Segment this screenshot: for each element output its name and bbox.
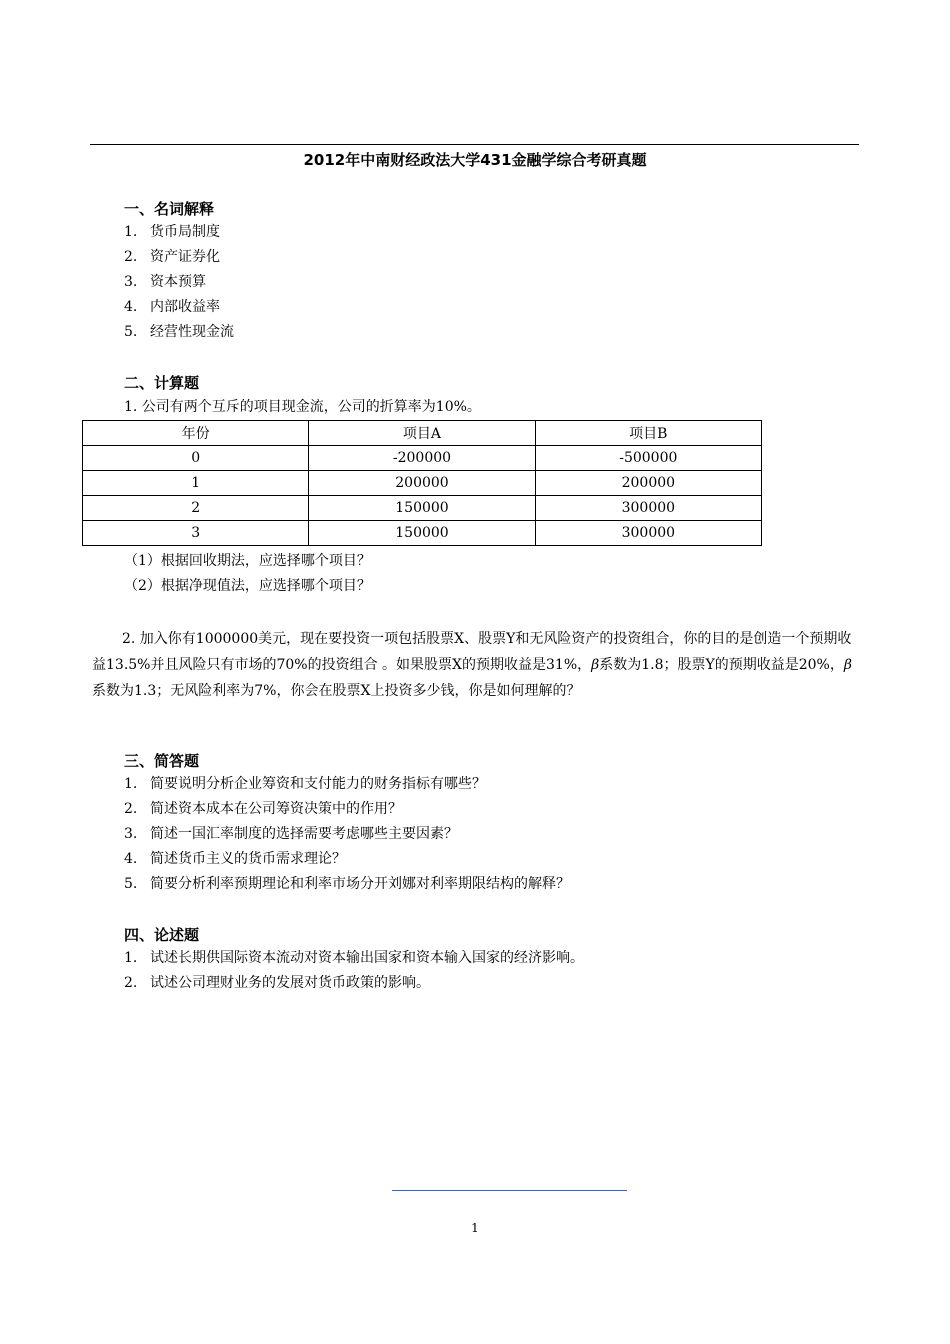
question-1-intro: 1. 公司有两个互斥的项目现金流，公司的折算率为10%。 [124,399,481,415]
list-item: 3. 简述一国汇率制度的选择需要考虑哪些主要因素？ [124,826,458,842]
table-cell: 300000 [535,496,761,521]
question-1-sub-1: （1）根据回收期法，应选择哪个项目？ [124,553,371,569]
table-cell: 3 [83,521,309,546]
cash-flow-table [82,420,762,546]
table-cell: 150000 [309,521,535,546]
list-item: 1. 货币局制度 [124,224,220,240]
table-cell: -200000 [309,446,535,471]
table-cell: 150000 [309,496,535,521]
section-1-list [124,220,234,345]
document-title: 2012年中南财经政法大学431金融学综合考研真题 [303,151,647,169]
table-cell: 300000 [535,521,761,546]
table-row [83,521,762,546]
table-header-row [83,421,762,446]
list-item: 2. 试述公司理财业务的发展对货币政策的影响。 [124,975,430,991]
section-4-heading: 四、论述题 [124,926,200,944]
page-number: 1 [471,1221,479,1235]
question-1-sub-2: （2）根据净现值法，应选择哪个项目？ [124,578,371,594]
table-cell: 200000 [535,471,761,496]
list-item: 4. 简述货币主义的货币需求理论？ [124,851,346,867]
list-item: 1. 试述长期供国际资本流动对资本输出国家和资本输入国家的经济影响。 [124,950,584,966]
list-item: 5. 经营性现金流 [124,324,234,340]
list-item: 1. 简要说明分析企业筹资和支付能力的财务指标有哪些？ [124,776,486,792]
table-row [83,446,762,471]
section-2-heading: 二、计算题 [124,374,200,392]
question-2-paragraph: 2. 加入你有1000000美元，现在要投资一项包括股票X、股票Y和无风险资产的投资组合，你的目的是创造一个预期收益13.5%并且风险只有市场的70%的投资组合 。如果股票X的预期收益是31%，β系数为1.8；股票Y的预期收益是20%，β系数为1.3；无风险利率为7%，你会在股票X上投资多少钱，你是如何理解的？ [92,631,852,699]
table-cell: 0 [83,446,309,471]
beta-symbol: β [843,657,852,673]
table-header-cell: 项目A [309,421,535,446]
list-item: 2. 资产证券化 [124,249,220,265]
table-cell: 1 [83,471,309,496]
list-item: 3. 资本预算 [124,274,206,290]
table-header-cell: 项目B [535,421,761,446]
section-3-heading: 三、简答题 [124,752,200,770]
section-1-heading: 一、名词解释 [124,200,215,218]
header-rule [90,144,859,145]
table-header-cell: 年份 [83,421,309,446]
section-4-list [124,946,584,996]
table-cell: 200000 [309,471,535,496]
list-item: 2. 简述资本成本在公司筹资决策中的作用？ [124,801,402,817]
list-item: 4. 内部收益率 [124,299,220,315]
list-item: 5. 简要分析利率预期理论和利率市场分开刘娜对利率期限结构的解释？ [124,876,570,892]
table-cell: 2 [83,496,309,521]
beta-symbol: β [591,657,600,673]
section-3-list [124,772,570,897]
footer-rule [392,1190,627,1191]
table-cell: -500000 [535,446,761,471]
table-row [83,496,762,521]
table-row [83,471,762,496]
